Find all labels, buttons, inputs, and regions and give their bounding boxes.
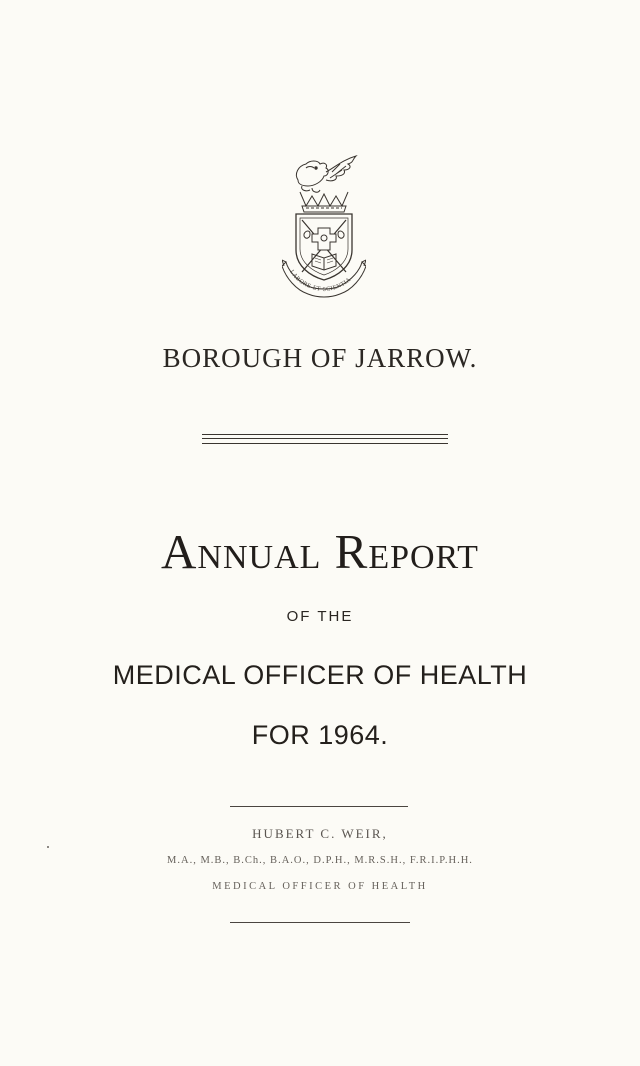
divider-rule-top: [230, 806, 408, 807]
report-subject: MEDICAL OFFICER OF HEALTH: [112, 660, 528, 690]
report-year: FOR 1964.: [251, 720, 389, 750]
double-rule-divider: [202, 434, 448, 444]
borough-name: BOROUGH OF JARROW.: [162, 343, 478, 373]
author-role: MEDICAL OFFICER OF HEALTH: [212, 881, 428, 892]
borough-crest-icon: [282, 150, 366, 300]
crest-motto: LABORE ET SCIENTIA: [288, 269, 353, 294]
divider-rule-bottom: [230, 922, 410, 923]
author-name: HUBERT C. WEIR,: [252, 826, 388, 841]
of-the-text: OF THE: [286, 608, 354, 625]
speck-mark: [47, 846, 49, 848]
author-qualifications: M.A., M.B., B.Ch., B.A.O., D.P.H., M.R.S.H., F.R.I.P.H.H.: [167, 855, 473, 866]
report-title: Annual Report: [161, 524, 479, 579]
